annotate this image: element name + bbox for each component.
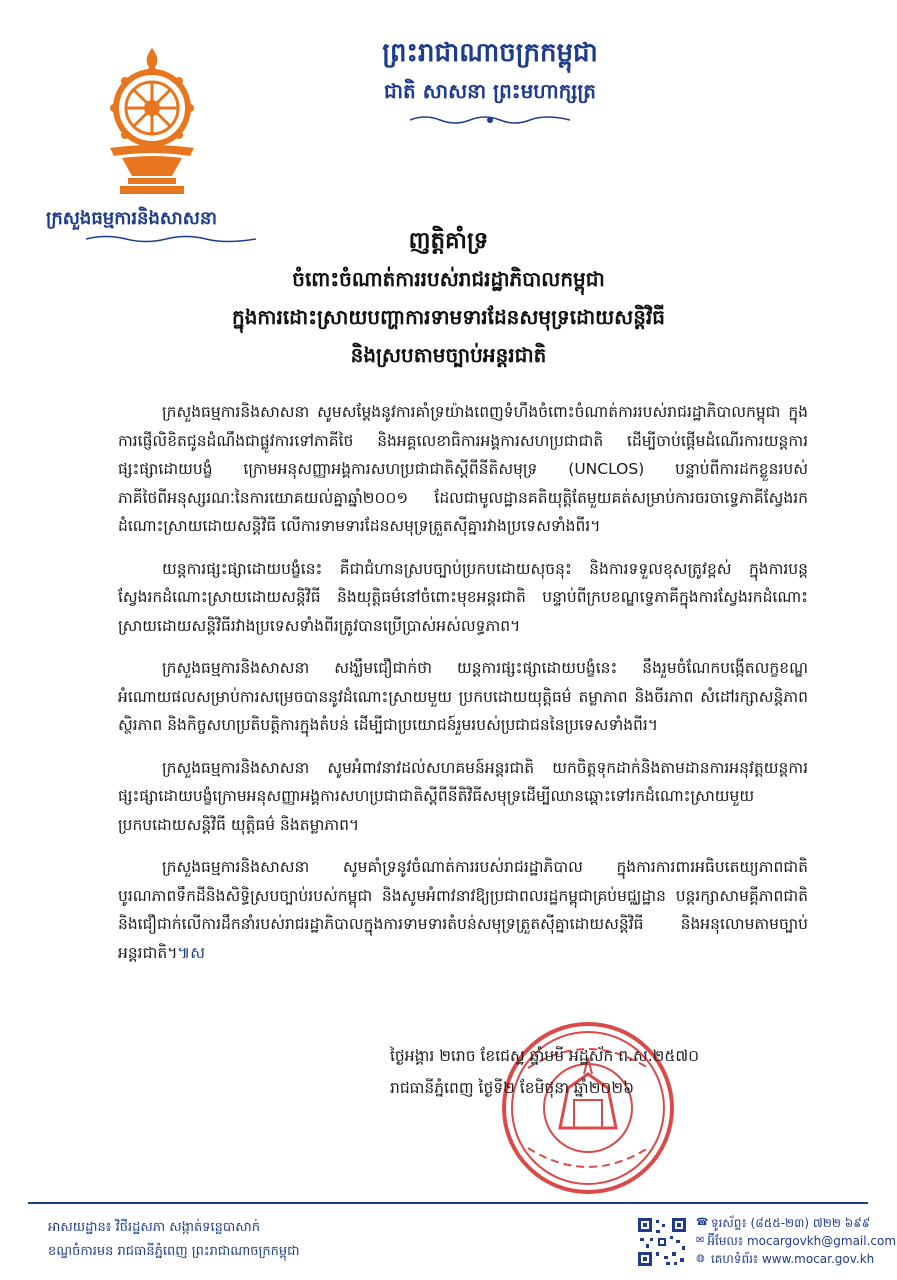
lunar-date: ថ្ងៃអង្គារ ២រោច ខែជេស្ឋ ឆ្នាំមមី អដ្ឋស័ក ព.ស.២៥៧០	[390, 1047, 700, 1065]
address-line-2: ខណ្ឌចំការមន រាជធានីភ្នំពេញ ព្រះរាជាណាចក្រកម្ពុជា	[48, 1244, 300, 1259]
national-motto: ជាតិ សាសនា ព្រះមហាក្សត្រ	[384, 79, 596, 103]
email-icon: ✉	[696, 1235, 705, 1246]
body-paragraph-5-text: ក្រសួងធម្មការនិងសាសនា សូមគាំទ្រនូវចំណាត់ការរបស់រាជរដ្ឋាភិបាល ក្នុងការការពារអធិបតេយ្យភាពជាតិ បូរណភាពទឹកដីនិងសិទ្ធិស្របច្បាប់របស់កម្ពុជា និងសូមអំពាវនាវឱ្យប្រជាពលរដ្ឋកម្ពុជាគ្រប់មជ្ឈដ្ឋាន បន្តរក្សាសាមគ្គីភាពជាតិ និងជឿជាក់លើការដឹកនាំរបស់រាជរដ្ឋាភិបាលក្នុងការទាមទារតំបន់សមុទ្រត្រួតស៊ីគ្នាដោយសន្តិវិធី និងអនុលោមតាមច្បាប់អន្តរជាតិ។	[118, 858, 808, 962]
title-line-4: និងស្របតាមច្បាប់អន្តរជាតិ	[350, 343, 547, 367]
body-paragraph-4: ក្រសួងធម្មការនិងសាសនា សូមអំពាវនាវដល់សហគមន៍អន្តរជាតិ យកចិត្តទុកដាក់និងតាមដានការអនុវត្តយន្តការផ្សះផ្សាដោយបង្ខំក្រោមអនុសញ្ញាអង្គការសហប្រជាជាតិស្ដីពីនីតិវិធីសមុទ្រដើម្បីឈានឆ្ពោះទៅរកដំណោះស្រាយមួយប្រកបដោយសន្តិវិធី យុត្តិធម៌ និងតម្លាភាព។	[118, 758, 808, 834]
end-mark: ៕ស	[177, 943, 206, 962]
statement-title	[120, 222, 777, 374]
contact-email	[696, 1232, 897, 1250]
kingdom-heading: ព្រះរាជាណាចក្រកម្ពុជា	[382, 38, 598, 68]
ministry-name: ក្រសួងធម្មការនិងសាសនា	[46, 208, 218, 229]
dharma-wheel-emblem-icon	[92, 46, 212, 196]
contact-phone	[696, 1214, 886, 1232]
email-text: អ៊ីមែល៖ mocargovkh@gmail.com	[707, 1234, 897, 1248]
title-line-3: ក្នុងការដោះស្រាយបញ្ហាការទាមទារដែនសមុទ្រដោយសន្តិវិធី	[232, 305, 665, 329]
title-line-1: ញត្តិគាំទ្រ	[408, 228, 489, 254]
footer-address	[48, 1216, 488, 1264]
phone-icon: ☎	[696, 1217, 709, 1228]
title-line-2: ចំពោះចំណាត់ការរបស់រាជរដ្ឋាភិបាលកម្ពុជា	[292, 267, 605, 291]
body-paragraph-2: យន្តការផ្សះផ្សាដោយបង្ខំនេះ គឺជាជំហានស្របច្បាប់ប្រកបដោយសុចនុះ និងការទទួលខុសត្រូវខ្ពស់ ក្នុងការបន្តស្វែងរកដំណោះស្រាយដោយសន្តិវិធី និងយុត្តិធម៌នៅចំពោះមុខអន្តរជាតិ បន្ទាប់ពីក្របខណ្ឌទ្វេភាគីក្នុងការស្វែងរកដំណោះស្រាយដោយសន្តិវិធីរវាងប្រទេសទាំងពីរត្រូវបានប្រើប្រាស់អស់លទ្ធភាព។	[118, 559, 808, 635]
contact-website	[696, 1250, 886, 1268]
statement-body	[118, 398, 808, 967]
body-paragraph-3: ក្រសួងធម្មការនិងសាសនា សង្ឃឹមជឿជាក់ថា យន្តការផ្សះផ្សាដោយបង្ខំនេះ នឹងរួមចំណែកបង្កើតលក្ខខណ្ឌអំណោយផលសម្រាប់ការសម្រេចបាននូវដំណោះស្រាយមួយ ប្រកបដោយយុត្តិធម៌ តម្លាភាព និងចីរភាព សំដៅរក្សាសន្តិភាព ស្ថិរភាព និងកិច្ចសហប្រតិបត្តិការក្នុងតំបន់ ដើម្បីជាប្រយោជន៍រួមរបស់ប្រជាជននៃប្រទេសទាំងពីរ។	[118, 659, 808, 734]
phone-text: ទូរស័ព្ទ៖ (៨៥៥-២៣) ៧២២ ៦៩៩	[711, 1216, 871, 1230]
footer-contacts	[696, 1214, 897, 1268]
address-line-1: អាសយដ្ឋាន៖ វិថីរដ្ឋសភា សង្កាត់ទន្លេបាសាក់	[48, 1220, 261, 1235]
solar-date: រាជធានីភ្នំពេញ ថ្ងៃទី២ ខែមិថុនា ឆ្នាំ២០២៦	[390, 1079, 635, 1097]
body-paragraph-1: ក្រសួងធម្មការនិងសាសនា សូមសម្ដែងនូវការគាំទ្រយ៉ាងពេញទំហឹងចំពោះចំណាត់ការរបស់រាជរដ្ឋាភិបាលកម្ពុជា ក្នុងការផ្ញើលិខិតជូនដំណឹងជាផ្លូវការទៅភាគីថៃ និងអគ្គលេខាធិការអង្គការសហប្រជាជាតិ ដើម្បីចាប់ផ្ដើមដំណើរការយន្តការផ្សះផ្សាដោយបង្ខំ ក្រោមអនុសញ្ញាអង្គការសហប្រជាជាតិស្ដីពីនីតិសមុទ្រ (UNCLOS) បន្ទាប់ពីការដកខ្លួនរបស់ភាគីថៃពីអនុស្សរណៈនៃការយោគយល់គ្នាឆ្នាំ២០០១ ដែលជាមូលដ្ឋានគតិយុត្តិតែមួយគត់សម្រាប់ការចរចាទ្វេភាគីស្វែងរកដំណោះស្រាយដោយសន្តិវិធី លើការទាមទារដែនសមុទ្រត្រួតស៊ីគ្នារវាងប្រទេសទាំងពីរ។	[118, 403, 808, 535]
qr-code-icon	[636, 1216, 688, 1268]
footer-divider	[28, 1202, 868, 1204]
globe-icon: ◍	[696, 1253, 705, 1264]
body-paragraph-5	[118, 853, 808, 967]
website-text: គេហទំព័រ៖ www.mocar.gov.kh	[711, 1252, 875, 1266]
date-block	[390, 1040, 830, 1104]
ornament-divider	[410, 114, 570, 126]
